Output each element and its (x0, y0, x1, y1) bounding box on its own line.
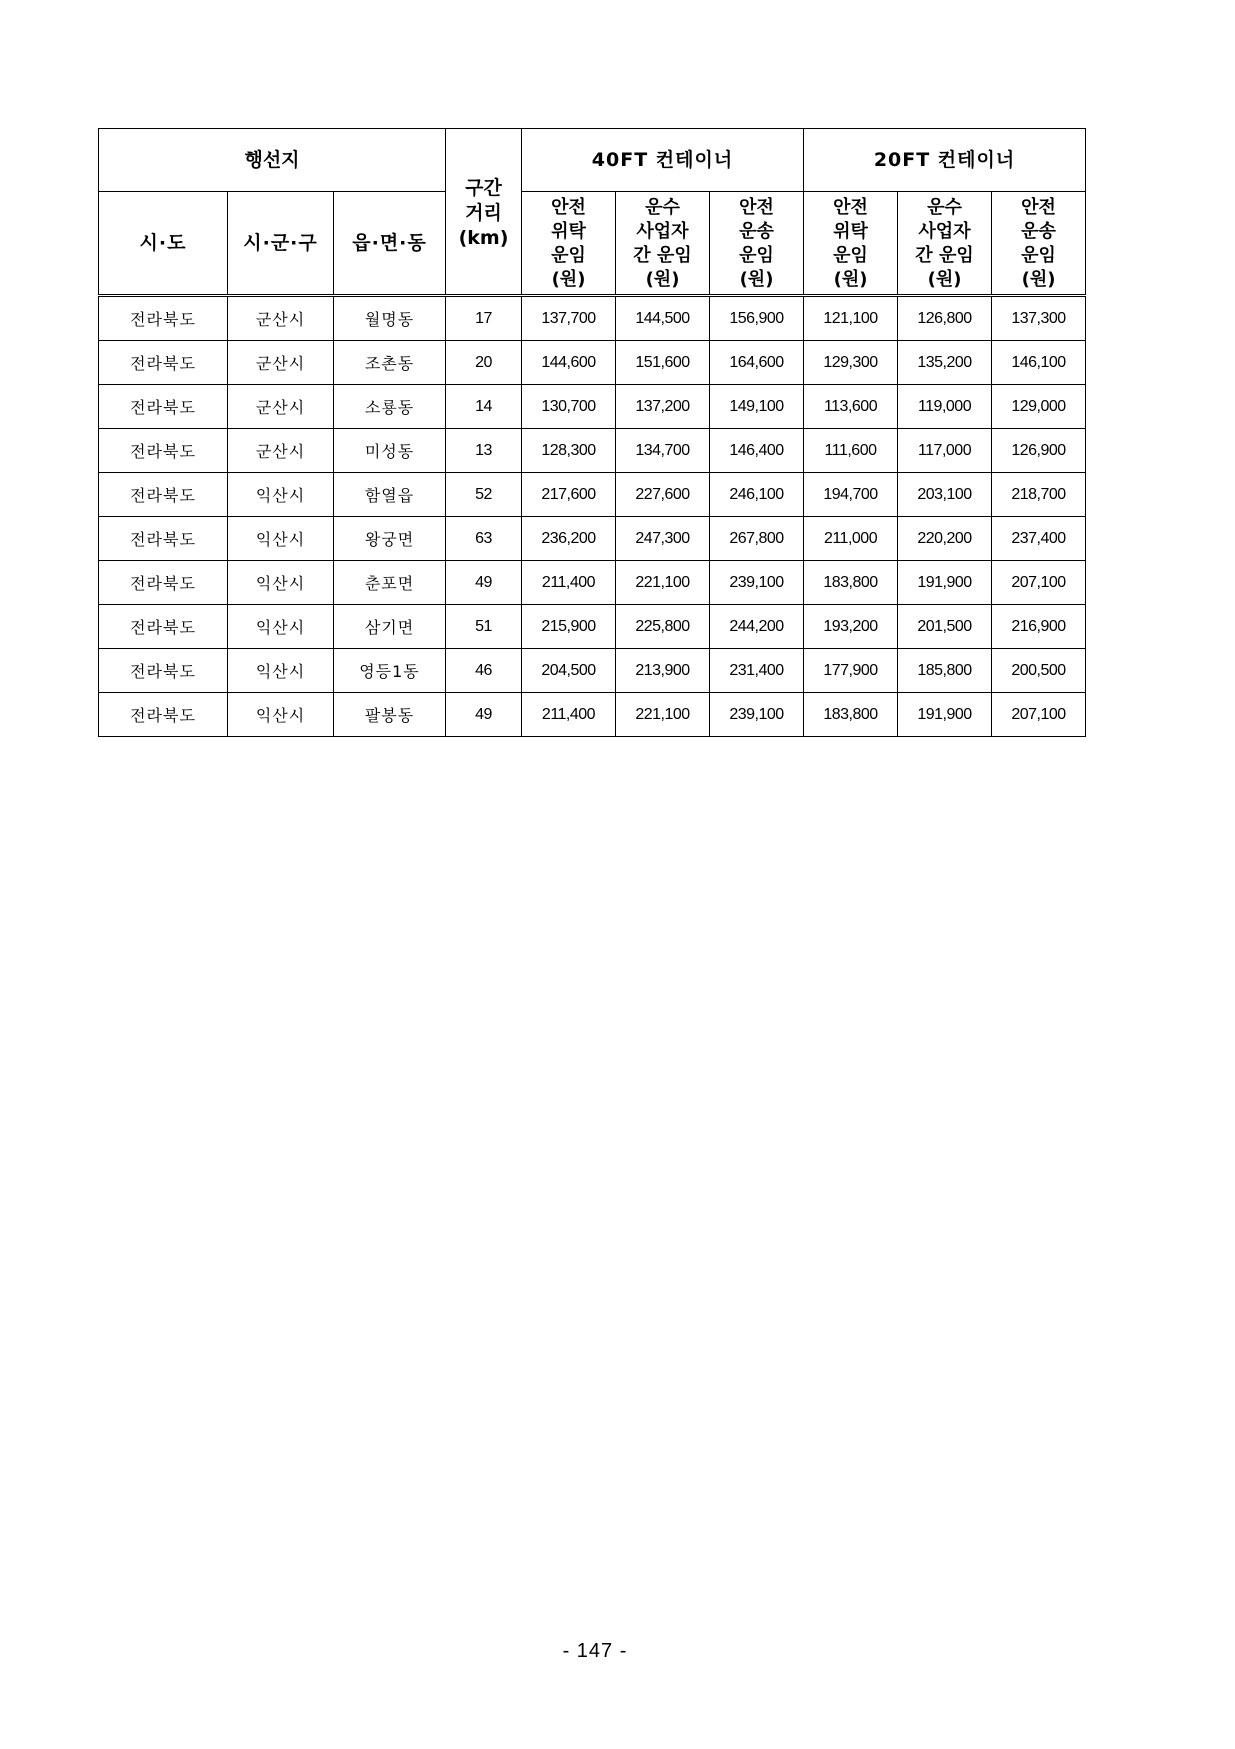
rate-header-line: 운송 (1021, 221, 1056, 242)
table-row (99, 649, 1086, 693)
distance-cell: 13 (446, 429, 522, 473)
rate-header-line: (원) (927, 269, 962, 290)
rate-header-line: 안전 (551, 197, 586, 218)
freight-rate-table (98, 128, 1086, 737)
sido-cell: 전라북도 (99, 605, 228, 649)
rate-header-line: 운수 (927, 197, 962, 218)
destination-header: 행선지 (99, 129, 446, 192)
rate-header-line: (원) (645, 269, 680, 290)
40ft-safety-transport-rate-cell: 239,100 (710, 693, 804, 737)
table-row (99, 296, 1086, 341)
rate-header-line: 간 운임 (633, 245, 692, 266)
40ft-carrier-rate-cell: 221,100 (616, 693, 710, 737)
40ft-safety-consignment-rate-cell: 204,500 (522, 649, 616, 693)
rate-header-line: 운임 (551, 245, 586, 266)
40ft-safety-transport-rate-cell: 149,100 (710, 385, 804, 429)
sub-header-row (99, 192, 1086, 296)
40ft-carrier-rate-cell: 144,500 (616, 296, 710, 341)
20ft-carrier-rate-cell: 135,200 (898, 341, 992, 385)
20ft-safety-transport-rate-cell: 216,900 (992, 605, 1086, 649)
20ft-safety-transport-rate-cell: 207,100 (992, 693, 1086, 737)
20ft-carrier-rate-cell: 126,800 (898, 296, 992, 341)
rate-header-line: (원) (833, 269, 868, 290)
rate-header-line: 안전 (739, 197, 774, 218)
20ft-carrier-rate-cell: 191,900 (898, 693, 992, 737)
rate-header-line: (원) (739, 269, 774, 290)
distance-cell: 20 (446, 341, 522, 385)
40ft-carrier-rate-cell: 247,300 (616, 517, 710, 561)
20ft-safety-consignment-rate-cell: 113,600 (804, 385, 898, 429)
40ft-carrier-rate-cell: 225,800 (616, 605, 710, 649)
distance-cell: 49 (446, 693, 522, 737)
eupmyeondong-cell: 팔봉동 (334, 693, 446, 737)
40ft-safety-transport-rate-cell: 231,400 (710, 649, 804, 693)
eupmyeondong-cell: 함열읍 (334, 473, 446, 517)
rate-header-line: 운수 (645, 197, 680, 218)
sido-cell: 전라북도 (99, 517, 228, 561)
rate-header-line: 사업자 (636, 221, 689, 242)
40ft-carrier-rate-cell: 134,700 (616, 429, 710, 473)
rate-header-line: 안전 (833, 197, 868, 218)
distance-cell: 51 (446, 605, 522, 649)
table-row (99, 693, 1086, 737)
table-row (99, 385, 1086, 429)
sigungu-cell: 익산시 (228, 473, 334, 517)
40ft-carrier-rate-header (616, 192, 710, 296)
table-header (99, 129, 1086, 296)
sido-cell: 전라북도 (99, 561, 228, 605)
20ft-safety-consignment-rate-cell: 211,000 (804, 517, 898, 561)
page-number: - 147 - (562, 1640, 628, 1662)
rate-header-line: 간 운임 (915, 245, 974, 266)
table-row (99, 429, 1086, 473)
40ft-safety-consignment-rate-cell: 144,600 (522, 341, 616, 385)
rate-header-line: 운임 (1021, 245, 1056, 266)
40ft-safety-consignment-rate-cell: 128,300 (522, 429, 616, 473)
distance-cell: 14 (446, 385, 522, 429)
distance-cell: 49 (446, 561, 522, 605)
table-body (99, 296, 1086, 737)
sigungu-cell: 군산시 (228, 385, 334, 429)
40ft-carrier-rate-cell: 151,600 (616, 341, 710, 385)
sigungu-header: 시·군·구 (228, 192, 334, 296)
20ft-safety-transport-rate-cell: 207,100 (992, 561, 1086, 605)
40ft-safety-consignment-rate-cell: 236,200 (522, 517, 616, 561)
rate-header-line: (원) (551, 269, 586, 290)
20ft-safety-consignment-rate-cell: 111,600 (804, 429, 898, 473)
20ft-carrier-rate-cell: 203,100 (898, 473, 992, 517)
distance-cell: 17 (446, 296, 522, 341)
distance-header-line: 거리 (465, 202, 502, 224)
sigungu-cell: 익산시 (228, 649, 334, 693)
rate-header-line: 위탁 (551, 221, 586, 242)
20ft-safety-transport-rate-cell: 218,700 (992, 473, 1086, 517)
sigungu-cell: 군산시 (228, 296, 334, 341)
sigungu-cell: 군산시 (228, 429, 334, 473)
rate-header-line: 안전 (1021, 197, 1056, 218)
distance-header (446, 129, 522, 296)
20ft-safety-transport-rate-cell: 146,100 (992, 341, 1086, 385)
20ft-safety-transport-rate-cell: 129,000 (992, 385, 1086, 429)
rate-header-line: 운임 (833, 245, 868, 266)
eupmyeondong-cell: 조촌동 (334, 341, 446, 385)
rate-header-line: 사업자 (918, 221, 971, 242)
40ft-safety-transport-rate-cell: 267,800 (710, 517, 804, 561)
rate-header-line: 운임 (739, 245, 774, 266)
40ft-safety-transport-rate-cell: 146,400 (710, 429, 804, 473)
20ft-safety-consignment-rate-cell: 194,700 (804, 473, 898, 517)
sigungu-cell: 익산시 (228, 693, 334, 737)
sigungu-cell: 익산시 (228, 561, 334, 605)
rate-header-line: 위탁 (833, 221, 868, 242)
20ft-safety-consignment-rate-cell: 183,800 (804, 561, 898, 605)
eupmyeondong-cell: 소룡동 (334, 385, 446, 429)
sido-cell: 전라북도 (99, 473, 228, 517)
20ft-carrier-rate-cell: 117,000 (898, 429, 992, 473)
sigungu-cell: 익산시 (228, 517, 334, 561)
40ft-carrier-rate-cell: 137,200 (616, 385, 710, 429)
20ft-safety-consignment-rate-cell: 193,200 (804, 605, 898, 649)
container-20ft-header: 20FT 컨테이너 (804, 129, 1086, 192)
sido-cell: 전라북도 (99, 341, 228, 385)
40ft-carrier-rate-cell: 213,900 (616, 649, 710, 693)
40ft-safety-transport-rate-header (710, 192, 804, 296)
sido-cell: 전라북도 (99, 649, 228, 693)
20ft-carrier-rate-cell: 119,000 (898, 385, 992, 429)
40ft-safety-consignment-rate-cell: 137,700 (522, 296, 616, 341)
20ft-safety-consignment-rate-cell: 129,300 (804, 341, 898, 385)
40ft-safety-consignment-rate-cell: 211,400 (522, 693, 616, 737)
40ft-carrier-rate-cell: 221,100 (616, 561, 710, 605)
40ft-safety-transport-rate-cell: 246,100 (710, 473, 804, 517)
20ft-safety-consignment-rate-cell: 121,100 (804, 296, 898, 341)
40ft-safety-transport-rate-cell: 156,900 (710, 296, 804, 341)
40ft-safety-consignment-rate-cell: 211,400 (522, 561, 616, 605)
sido-cell: 전라북도 (99, 429, 228, 473)
20ft-safety-transport-rate-cell: 126,900 (992, 429, 1086, 473)
20ft-carrier-rate-cell: 220,200 (898, 517, 992, 561)
20ft-safety-consignment-rate-cell: 177,900 (804, 649, 898, 693)
sigungu-cell: 익산시 (228, 605, 334, 649)
sido-cell: 전라북도 (99, 693, 228, 737)
20ft-safety-transport-rate-header (992, 192, 1086, 296)
20ft-safety-consignment-rate-header (804, 192, 898, 296)
40ft-safety-transport-rate-cell: 239,100 (710, 561, 804, 605)
20ft-carrier-rate-cell: 185,800 (898, 649, 992, 693)
eupmyeondong-cell: 삼기면 (334, 605, 446, 649)
container-40ft-header: 40FT 컨테이너 (522, 129, 804, 192)
sido-cell: 전라북도 (99, 296, 228, 341)
eupmyeondong-cell: 월명동 (334, 296, 446, 341)
table-row (99, 341, 1086, 385)
sido-header: 시·도 (99, 192, 228, 296)
eupmyeondong-cell: 춘포면 (334, 561, 446, 605)
table-row (99, 517, 1086, 561)
distance-cell: 52 (446, 473, 522, 517)
40ft-safety-transport-rate-cell: 164,600 (710, 341, 804, 385)
table-row (99, 473, 1086, 517)
20ft-safety-transport-rate-cell: 200,500 (992, 649, 1086, 693)
40ft-safety-transport-rate-cell: 244,200 (710, 605, 804, 649)
table-row (99, 561, 1086, 605)
distance-cell: 46 (446, 649, 522, 693)
20ft-safety-transport-rate-cell: 137,300 (992, 296, 1086, 341)
distance-header-line: (km) (458, 227, 509, 249)
distance-cell: 63 (446, 517, 522, 561)
eupmyeondong-cell: 미성동 (334, 429, 446, 473)
20ft-safety-consignment-rate-cell: 183,800 (804, 693, 898, 737)
20ft-carrier-rate-cell: 201,500 (898, 605, 992, 649)
40ft-carrier-rate-cell: 227,600 (616, 473, 710, 517)
table-row (99, 605, 1086, 649)
rate-header-line: (원) (1021, 269, 1056, 290)
40ft-safety-consignment-rate-cell: 215,900 (522, 605, 616, 649)
sigungu-cell: 군산시 (228, 341, 334, 385)
20ft-safety-transport-rate-cell: 237,400 (992, 517, 1086, 561)
eupmyeondong-header: 읍·면·동 (334, 192, 446, 296)
20ft-carrier-rate-header (898, 192, 992, 296)
40ft-safety-consignment-rate-header (522, 192, 616, 296)
40ft-safety-consignment-rate-cell: 217,600 (522, 473, 616, 517)
rate-header-line: 운송 (739, 221, 774, 242)
40ft-safety-consignment-rate-cell: 130,700 (522, 385, 616, 429)
eupmyeondong-cell: 영등1동 (334, 649, 446, 693)
sido-cell: 전라북도 (99, 385, 228, 429)
distance-header-line: 구간 (465, 177, 502, 199)
20ft-carrier-rate-cell: 191,900 (898, 561, 992, 605)
eupmyeondong-cell: 왕궁면 (334, 517, 446, 561)
